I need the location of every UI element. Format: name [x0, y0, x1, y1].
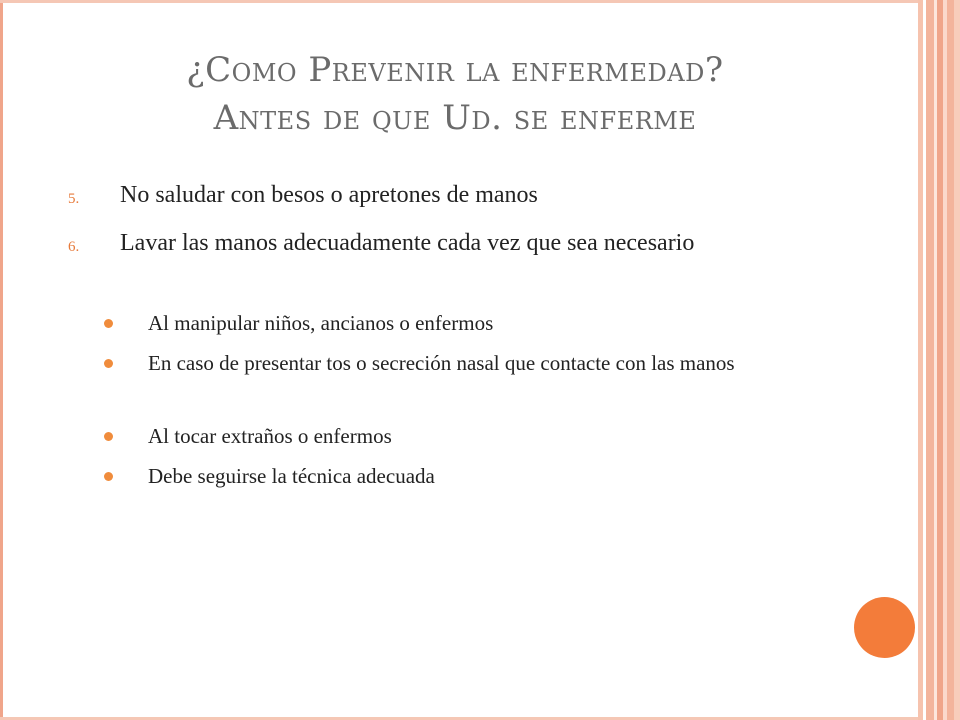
top-border: [0, 0, 918, 3]
numbered-item: [68, 178, 788, 212]
item-text: No saludar con besos o apretones de manos: [120, 182, 538, 208]
title-line-2: Antes de que Ud. se enferme: [213, 98, 697, 138]
decorative-stripe: [954, 0, 960, 720]
bullet-item: [104, 308, 784, 338]
left-border: [0, 0, 3, 720]
bullet-dot-icon: [104, 472, 113, 481]
decorative-circle-icon: [854, 597, 915, 658]
bullet-item: [104, 348, 784, 378]
item-number: 5.: [68, 191, 80, 207]
item-number: 6.: [68, 239, 80, 255]
bullet-item: [104, 421, 784, 451]
bullet-item: [104, 461, 784, 491]
title-line-1: ¿Como Prevenir la enfermedad?: [186, 50, 724, 90]
numbered-item: [68, 226, 788, 260]
bullet-text: En caso de presentar tos o secreción nasal que contacte con las manos: [148, 351, 735, 375]
decorative-stripe: [947, 0, 954, 720]
bullet-dot-icon: [104, 319, 113, 328]
item-text: Lavar las manos adecuadamente cada vez que sea necesario: [120, 230, 695, 256]
bullet-text: Al manipular niños, ancianos o enfermos: [148, 311, 494, 335]
bullet-text: Al tocar extraños o enfermos: [148, 424, 392, 448]
bullet-dot-icon: [104, 432, 113, 441]
decorative-stripe: [926, 0, 934, 720]
bullet-dot-icon: [104, 359, 113, 368]
bullet-text: Debe seguirse la técnica adecuada: [148, 464, 435, 488]
slide-title: [60, 46, 850, 142]
